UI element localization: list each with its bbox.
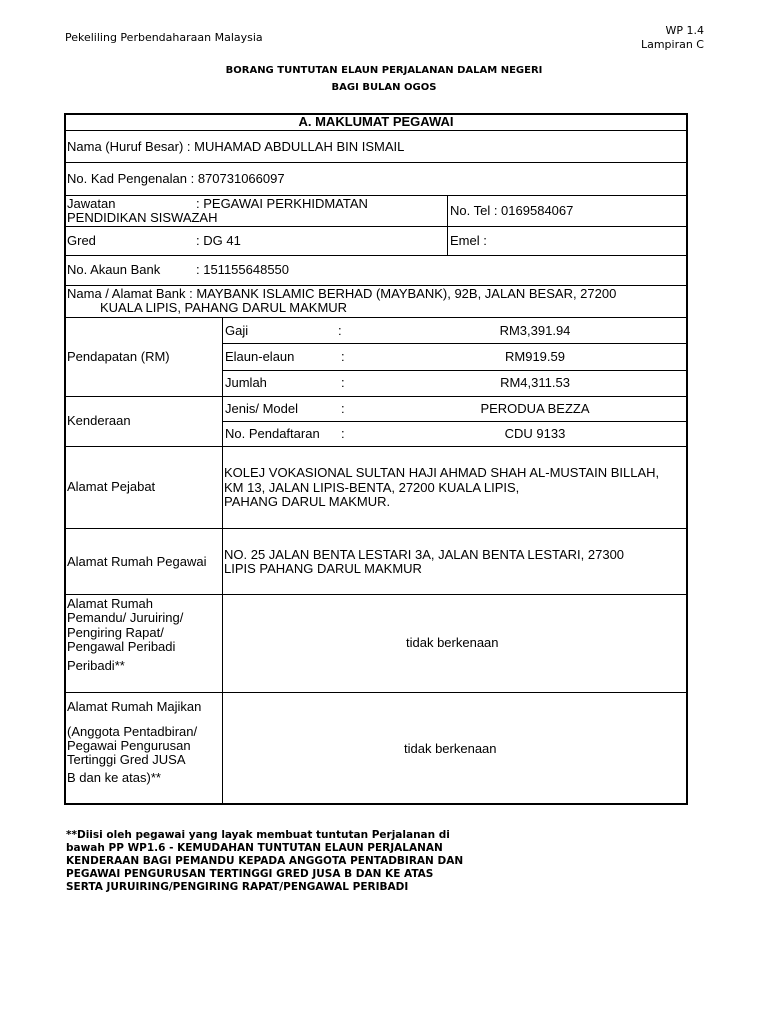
reg-colon: : [341,426,345,441]
row-divider [64,317,688,318]
emel-field: Emel : [450,233,487,248]
pejabat-line1: KOLEJ VOKASIONAL SULTAN HAJI AHMAD SHAH AL-MUSTAIN BILLAH, [224,465,660,480]
row-divider [64,226,688,227]
footnote [66,829,466,894]
gred-label: Gred [67,233,96,248]
footnote-line3: KENDERAAN BAGI PEMANDU KEPADA ANGGOTA PENTADBIRAN DAN [66,855,464,867]
majikan-label-line1: Alamat Rumah Majikan [67,699,202,714]
subrow-divider [222,343,688,344]
bank-line2: KUALA LIPIS, PAHANG DARUL MAKMUR [100,300,348,315]
pendapatan-label: Pendapatan (RM) [67,349,170,364]
col-divider [447,195,448,255]
gaji-label: Gaji [225,323,249,338]
form-title: BORANG TUNTUTAN ELAUN PERJALANAN DALAM NEGERI [225,65,543,76]
gaji-value: RM3,391.94 [499,323,571,338]
pejabat-label: Alamat Pejabat [67,479,156,494]
tel-field: No. Tel : 0169584067 [450,203,574,218]
majikan-label-line5: B dan ke atas)** [67,770,161,785]
subrow-divider [222,370,688,371]
elaun-value: RM919.59 [505,349,565,364]
footnote-line2: bawah PP WP1.6 - KEMUDAHAN TUNTUTAN ELAUN PERJALANAN [66,842,443,854]
row-divider [64,396,688,397]
rumah-line2: LIPIS PAHANG DARUL MAKMUR [224,561,422,576]
akaun-label: No. Akaun Bank [67,262,161,277]
reg-value: CDU 9133 [504,426,566,441]
pejabat-line2: KM 13, JALAN LIPIS-BENTA, 27200 KUALA LIPIS, [224,480,520,495]
majikan-label-line2: (Anggota Pentadbiran/ [67,724,198,739]
majikan-value: tidak berkenaan [404,741,497,756]
row-divider [64,162,688,163]
jumlah-label: Jumlah [225,375,267,390]
jawatan-value-line1: : PEGAWAI PERKHIDMATAN [196,196,368,211]
footnote-line1: **Diisi oleh pegawai yang layak membuat tuntutan Perjalanan di [66,829,450,841]
elaun-label: Elaun-elaun [225,349,295,364]
section-title: A. MAKLUMAT PEGAWAI [298,114,454,129]
ic-field: No. Kad Pengenalan : 870731066097 [67,171,285,186]
row-divider [64,692,688,693]
elaun-colon: : [341,349,345,364]
col-divider [222,317,223,805]
nama-field: Nama (Huruf Besar) : MUHAMAD ABDULLAH BIN ISMAIL [67,139,405,154]
akaun-value: : 151155648550 [196,262,290,277]
row-divider [64,255,688,256]
pejabat-line3: PAHANG DARUL MAKMUR. [224,494,391,509]
footnote-line5: SERTA JURUIRING/PENGIRING RAPAT/PENGAWAL PERIBADI [66,881,409,893]
pemandu-label-line5: Peribadi** [67,658,125,673]
pemandu-value: tidak berkenaan [406,635,499,650]
row-divider [64,446,688,447]
gaji-colon: : [338,323,342,338]
form-subtitle: BAGI BULAN OGOS [331,82,437,93]
majikan-label-line3: Pegawai Pengurusan [67,738,191,753]
model-value: PERODUA BEZZA [480,401,590,416]
footnote-line4: PEGAWAI PENGURUSAN TERTINGGI GRED JUSA B DAN KE ATAS [66,868,434,880]
form-code: WP 1.4 [665,24,704,37]
pemandu-label-line4: Pengawal Peribadi [67,639,176,654]
pemandu-label-line1: Alamat Rumah [67,596,153,611]
reg-label: No. Pendaftaran [225,426,320,441]
jumlah-colon: : [341,375,345,390]
model-label: Jenis/ Model [225,401,298,416]
header-code-block [641,24,704,52]
rumah-label: Alamat Rumah Pegawai [67,554,207,569]
row-divider [64,594,688,595]
majikan-label-line4: Tertinggi Gred JUSA [67,752,186,767]
jawatan-value-line2: PENDIDIKAN SISWAZAH [67,210,218,225]
jawatan-label: Jawatan [67,196,116,211]
pemandu-label-line3: Pengiring Rapat/ [67,625,164,640]
row-divider [64,528,688,529]
bank-line1: Nama / Alamat Bank : MAYBANK ISLAMIC BERHAD (MAYBANK), 92B, JALAN BESAR, 27200 [67,286,617,301]
model-colon: : [341,401,345,416]
row-divider [64,130,688,131]
jumlah-value: RM4,311.53 [500,375,570,390]
attachment-label: Lampiran C [640,38,704,51]
pemandu-label-line2: Pemandu/ Juruiring/ [67,610,184,625]
row-divider [64,195,688,196]
rumah-line1: NO. 25 JALAN BENTA LESTARI 3A, JALAN BENTA LESTARI, 27300 [224,547,625,562]
kenderaan-label: Kenderaan [67,413,131,428]
header-publisher: Pekeliling Perbendaharaan Malaysia [65,31,263,44]
gred-value: : DG 41 [196,233,241,248]
subrow-divider [222,421,688,422]
